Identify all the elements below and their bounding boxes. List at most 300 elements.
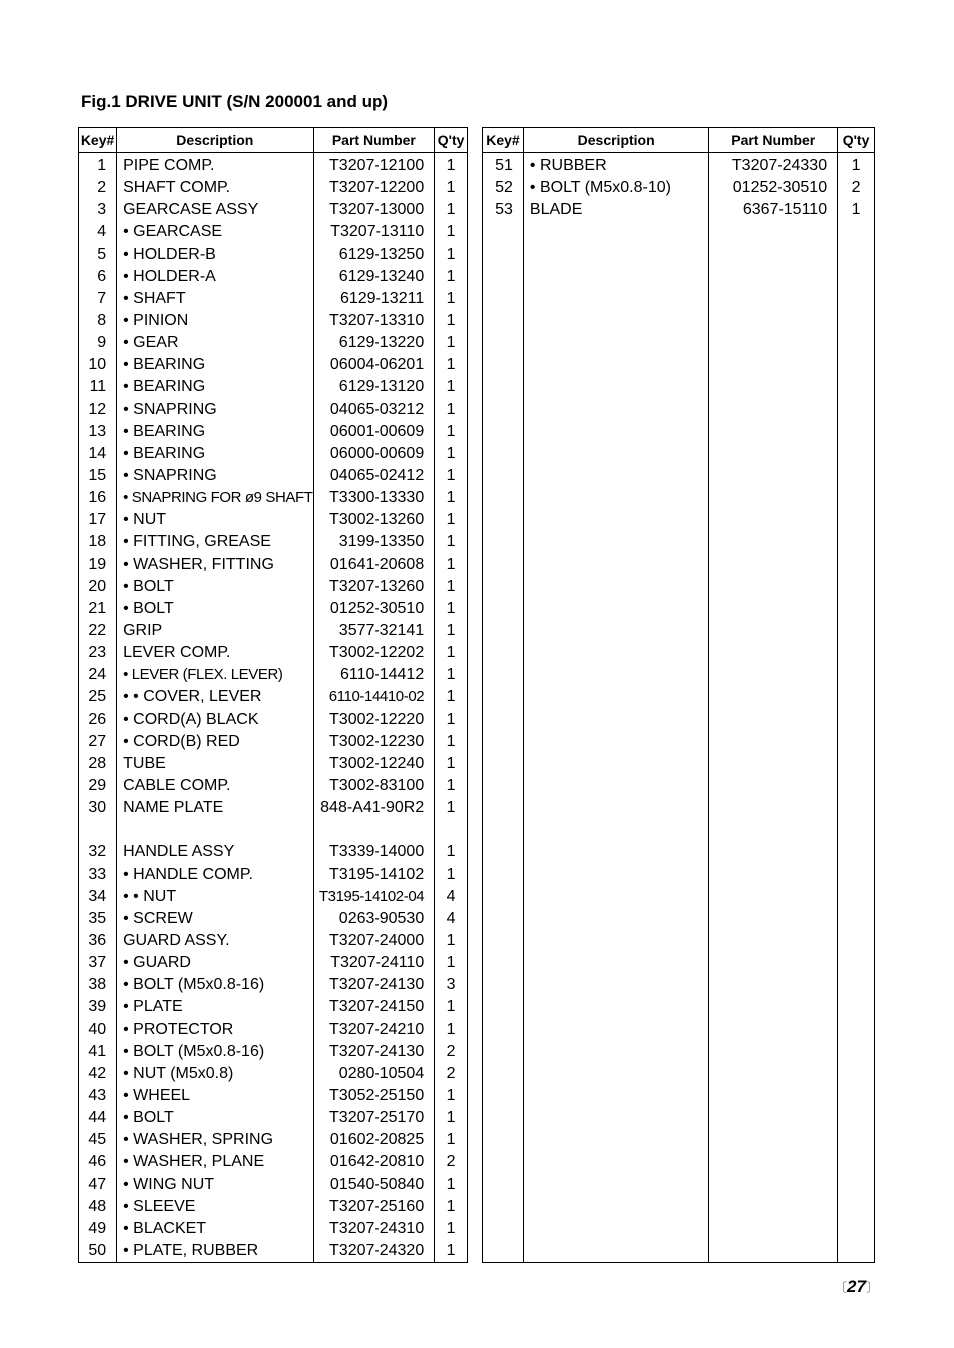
- part-qty: 1: [435, 1218, 468, 1240]
- part-description: [523, 974, 709, 996]
- table-row: [79, 421, 468, 443]
- part-number: 06001-00609: [313, 421, 435, 443]
- part-qty: 1: [435, 864, 468, 886]
- page-number-close-bracket: 〕: [865, 1280, 879, 1295]
- header-part-number: Part Number: [709, 128, 838, 153]
- part-number: [313, 819, 435, 841]
- part-number: 0280-10504: [313, 1063, 435, 1085]
- part-key: 19: [79, 554, 117, 576]
- part-key: [79, 819, 117, 841]
- table-row: [79, 244, 468, 266]
- part-number: 04065-02412: [313, 465, 435, 487]
- part-key: 11: [79, 376, 117, 398]
- part-key: [483, 686, 524, 708]
- table-row: [79, 930, 468, 952]
- part-description: [523, 864, 709, 886]
- part-qty: 1: [435, 465, 468, 487]
- part-key: [483, 1240, 524, 1263]
- part-number: [709, 1196, 838, 1218]
- table-row: [483, 1173, 875, 1195]
- part-description: TUBE: [117, 753, 313, 775]
- part-key: 25: [79, 686, 117, 708]
- part-key: [483, 443, 524, 465]
- part-qty: [838, 1129, 875, 1151]
- part-qty: [838, 709, 875, 731]
- part-number: [709, 1018, 838, 1040]
- part-description: [523, 886, 709, 908]
- part-qty: [838, 443, 875, 465]
- part-key: [483, 576, 524, 598]
- part-number: [709, 332, 838, 354]
- part-qty: [838, 1018, 875, 1040]
- part-number: 06004-06201: [313, 354, 435, 376]
- part-qty: [838, 554, 875, 576]
- part-description: [523, 1018, 709, 1040]
- part-qty: [435, 819, 468, 841]
- part-description: [523, 332, 709, 354]
- part-number: T3207-13310: [313, 310, 435, 332]
- table-row: [483, 1129, 875, 1151]
- part-key: 29: [79, 775, 117, 797]
- table-row: [79, 974, 468, 996]
- part-number: 01252-30510: [313, 598, 435, 620]
- part-description: [523, 952, 709, 974]
- table-header-row: [483, 128, 875, 153]
- header-qty: Q'ty: [435, 128, 468, 153]
- table-row: [483, 1107, 875, 1129]
- part-number: T3195-14102: [313, 864, 435, 886]
- part-description: NAME PLATE: [117, 797, 313, 819]
- header-key: Key#: [483, 128, 524, 153]
- part-key: 47: [79, 1173, 117, 1195]
- part-number: 01540-50840: [313, 1173, 435, 1195]
- part-qty: 1: [435, 841, 468, 863]
- part-description: [523, 288, 709, 310]
- part-description: PIPE COMP.: [117, 153, 313, 178]
- part-description: • HOLDER-B: [117, 244, 313, 266]
- part-number: 6129-13120: [313, 376, 435, 398]
- part-key: [483, 974, 524, 996]
- part-number: T3002-12240: [313, 753, 435, 775]
- part-number: [709, 775, 838, 797]
- part-number: T3207-25160: [313, 1196, 435, 1218]
- part-qty: [838, 1085, 875, 1107]
- part-key: [483, 664, 524, 686]
- part-qty: 1: [435, 1196, 468, 1218]
- part-key: 17: [79, 509, 117, 531]
- part-key: [483, 620, 524, 642]
- table-row: [79, 797, 468, 819]
- part-number: [709, 288, 838, 310]
- part-qty: 1: [435, 1085, 468, 1107]
- table-row: [483, 642, 875, 664]
- table-row: [79, 864, 468, 886]
- part-number: [709, 664, 838, 686]
- part-number: [709, 709, 838, 731]
- part-qty: 1: [435, 1018, 468, 1040]
- table-row: [483, 399, 875, 421]
- part-description: • BEARING: [117, 443, 313, 465]
- table-row: [483, 1218, 875, 1240]
- part-description: • WHEEL: [117, 1085, 313, 1107]
- table-row: [79, 266, 468, 288]
- table-row: [79, 288, 468, 310]
- part-description: • SHAFT: [117, 288, 313, 310]
- part-qty: 1: [435, 731, 468, 753]
- part-qty: [838, 1196, 875, 1218]
- part-key: 16: [79, 487, 117, 509]
- table-row: [79, 996, 468, 1018]
- part-description: • BOLT: [117, 576, 313, 598]
- table-row: [483, 554, 875, 576]
- part-description: SHAFT COMP.: [117, 177, 313, 199]
- table-row: [483, 153, 875, 178]
- part-number: [709, 509, 838, 531]
- table-row: [483, 841, 875, 863]
- table-row: [79, 709, 468, 731]
- part-key: 18: [79, 531, 117, 553]
- part-key: 12: [79, 399, 117, 421]
- part-description: • SNAPRING: [117, 399, 313, 421]
- part-number: 6129-13220: [313, 332, 435, 354]
- part-description: [523, 310, 709, 332]
- part-number: T3207-24330: [709, 153, 838, 178]
- part-qty: [838, 642, 875, 664]
- table-row: [483, 576, 875, 598]
- table-row: [79, 620, 468, 642]
- part-qty: [838, 996, 875, 1018]
- part-description: • SLEEVE: [117, 1196, 313, 1218]
- part-description: • SNAPRING: [117, 465, 313, 487]
- parts-table-right: [482, 127, 875, 1263]
- part-qty: 1: [435, 642, 468, 664]
- table-row: [483, 664, 875, 686]
- part-number: 0263-90530: [313, 908, 435, 930]
- part-qty: [838, 797, 875, 819]
- part-description: [523, 554, 709, 576]
- table-row: [79, 775, 468, 797]
- part-number: [709, 753, 838, 775]
- part-key: [483, 1129, 524, 1151]
- part-description: GEARCASE ASSY: [117, 199, 313, 221]
- part-description: [523, 421, 709, 443]
- table-row: [483, 1063, 875, 1085]
- part-key: 15: [79, 465, 117, 487]
- part-qty: 4: [435, 908, 468, 930]
- part-qty: 1: [435, 443, 468, 465]
- part-key: [483, 864, 524, 886]
- part-qty: [838, 1240, 875, 1263]
- part-number: T3207-13110: [313, 221, 435, 243]
- part-qty: [838, 598, 875, 620]
- part-description: GRIP: [117, 620, 313, 642]
- table-row: [79, 177, 468, 199]
- part-description: • BOLT: [117, 598, 313, 620]
- part-description: [523, 930, 709, 952]
- part-description: • BOLT: [117, 1107, 313, 1129]
- part-key: 38: [79, 974, 117, 996]
- part-number: [709, 731, 838, 753]
- part-key: 5: [79, 244, 117, 266]
- part-qty: [838, 1041, 875, 1063]
- part-description: • HANDLE COMP.: [117, 864, 313, 886]
- part-key: [483, 221, 524, 243]
- part-qty: 1: [435, 221, 468, 243]
- part-description: • RUBBER: [523, 153, 709, 178]
- part-description: • • COVER, LEVER: [117, 686, 313, 708]
- part-key: [483, 399, 524, 421]
- table-row: [79, 908, 468, 930]
- table-row: [483, 332, 875, 354]
- table-row: [483, 376, 875, 398]
- part-key: 7: [79, 288, 117, 310]
- table-row: [483, 288, 875, 310]
- table-row: [79, 465, 468, 487]
- part-number: [709, 465, 838, 487]
- part-key: 44: [79, 1107, 117, 1129]
- part-description: • BLACKET: [117, 1218, 313, 1240]
- part-qty: [838, 244, 875, 266]
- part-qty: [838, 487, 875, 509]
- part-description: • BEARING: [117, 421, 313, 443]
- part-qty: [838, 288, 875, 310]
- part-key: 33: [79, 864, 117, 886]
- part-number: T3339-14000: [313, 841, 435, 863]
- part-qty: 1: [435, 996, 468, 1018]
- part-key: [483, 841, 524, 863]
- part-description: • BOLT (M5x0.8-16): [117, 1041, 313, 1063]
- part-qty: 1: [435, 531, 468, 553]
- part-number: T3002-12220: [313, 709, 435, 731]
- table-row: [79, 886, 468, 908]
- part-qty: [838, 664, 875, 686]
- part-description: [523, 819, 709, 841]
- part-number: 01252-30510: [709, 177, 838, 199]
- part-qty: 1: [435, 421, 468, 443]
- part-key: 21: [79, 598, 117, 620]
- part-qty: [838, 753, 875, 775]
- part-key: [483, 1196, 524, 1218]
- part-qty: [838, 1218, 875, 1240]
- part-key: 49: [79, 1218, 117, 1240]
- part-key: [483, 465, 524, 487]
- part-key: 24: [79, 664, 117, 686]
- header-qty: Q'ty: [838, 128, 875, 153]
- part-number: 6129-13250: [313, 244, 435, 266]
- part-number: 6110-14412: [313, 664, 435, 686]
- part-qty: [838, 266, 875, 288]
- part-key: 23: [79, 642, 117, 664]
- part-key: 41: [79, 1041, 117, 1063]
- part-description: CABLE COMP.: [117, 775, 313, 797]
- part-key: [483, 709, 524, 731]
- table-row: [79, 399, 468, 421]
- part-number: [709, 531, 838, 553]
- part-description: [523, 221, 709, 243]
- part-key: 6: [79, 266, 117, 288]
- part-description: [523, 531, 709, 553]
- part-qty: [838, 952, 875, 974]
- part-number: T3300-13330: [313, 487, 435, 509]
- part-description: • SCREW: [117, 908, 313, 930]
- part-description: • BEARING: [117, 376, 313, 398]
- part-qty: [838, 332, 875, 354]
- part-description: [523, 576, 709, 598]
- part-description: [523, 1063, 709, 1085]
- part-qty: [838, 399, 875, 421]
- table-row: [79, 1218, 468, 1240]
- table-row: [483, 465, 875, 487]
- part-qty: 1: [435, 664, 468, 686]
- part-number: [709, 221, 838, 243]
- part-key: [483, 819, 524, 841]
- table-row: [79, 1240, 468, 1263]
- table-row: [483, 1151, 875, 1173]
- part-qty: 1: [435, 797, 468, 819]
- table-row: [483, 1196, 875, 1218]
- table-row: [79, 664, 468, 686]
- part-qty: 1: [435, 354, 468, 376]
- part-key: 35: [79, 908, 117, 930]
- part-qty: 1: [435, 266, 468, 288]
- part-key: [483, 731, 524, 753]
- table-row: [483, 930, 875, 952]
- part-qty: [838, 509, 875, 531]
- part-qty: [838, 376, 875, 398]
- part-description: GUARD ASSY.: [117, 930, 313, 952]
- part-key: 36: [79, 930, 117, 952]
- table-row: [79, 1018, 468, 1040]
- table-row: [483, 908, 875, 930]
- header-description: Description: [117, 128, 313, 153]
- part-description: [523, 1129, 709, 1151]
- table-row: [483, 996, 875, 1018]
- table-row: [79, 443, 468, 465]
- table-row: [79, 487, 468, 509]
- part-description: • HOLDER-A: [117, 266, 313, 288]
- header-part-number: Part Number: [313, 128, 435, 153]
- part-description: HANDLE ASSY: [117, 841, 313, 863]
- page-number-value: 27: [847, 1277, 866, 1296]
- table-row: [79, 841, 468, 863]
- part-number: [709, 1085, 838, 1107]
- table-row: [79, 221, 468, 243]
- part-key: 13: [79, 421, 117, 443]
- part-qty: [838, 1173, 875, 1195]
- part-number: [709, 819, 838, 841]
- table-row: [483, 531, 875, 553]
- table-row: [483, 598, 875, 620]
- part-key: [483, 376, 524, 398]
- part-number: [709, 1173, 838, 1195]
- table-row: [79, 576, 468, 598]
- part-description: [117, 819, 313, 841]
- part-key: 14: [79, 443, 117, 465]
- part-qty: [838, 576, 875, 598]
- part-qty: 1: [435, 620, 468, 642]
- part-description: LEVER COMP.: [117, 642, 313, 664]
- part-key: [483, 288, 524, 310]
- part-number: [709, 1107, 838, 1129]
- table-row: [79, 1107, 468, 1129]
- part-number: [709, 686, 838, 708]
- part-description: [523, 1173, 709, 1195]
- part-key: 30: [79, 797, 117, 819]
- part-description: [523, 1196, 709, 1218]
- part-number: 848-A41-90R2: [313, 797, 435, 819]
- table-row: [79, 531, 468, 553]
- table-row: [79, 753, 468, 775]
- part-number: 6367-15110: [709, 199, 838, 221]
- part-key: [483, 266, 524, 288]
- table-row: [79, 598, 468, 620]
- part-key: 10: [79, 354, 117, 376]
- part-number: T3207-13260: [313, 576, 435, 598]
- part-description: • NUT: [117, 509, 313, 531]
- table-row: [483, 753, 875, 775]
- parts-list-right: [483, 153, 875, 1263]
- part-description: [523, 487, 709, 509]
- table-row: [483, 221, 875, 243]
- table-row: [79, 1041, 468, 1063]
- part-key: 8: [79, 310, 117, 332]
- part-number: 01642-20810: [313, 1151, 435, 1173]
- table-row: [483, 266, 875, 288]
- part-number: T3195-14102-04: [313, 886, 435, 908]
- part-qty: [838, 864, 875, 886]
- part-number: [709, 930, 838, 952]
- table-row: [79, 310, 468, 332]
- table-row: [79, 354, 468, 376]
- table-row: [483, 509, 875, 531]
- part-number: [709, 620, 838, 642]
- table-row: [483, 709, 875, 731]
- part-key: 26: [79, 709, 117, 731]
- table-row: [483, 421, 875, 443]
- part-qty: 1: [435, 399, 468, 421]
- header-description: Description: [523, 128, 709, 153]
- part-number: T3002-83100: [313, 775, 435, 797]
- part-description: [523, 1240, 709, 1263]
- part-qty: 2: [435, 1041, 468, 1063]
- table-row: [79, 642, 468, 664]
- part-key: 1: [79, 153, 117, 178]
- table-row: [483, 177, 875, 199]
- part-key: [483, 531, 524, 553]
- part-number: [709, 376, 838, 398]
- part-key: [483, 1173, 524, 1195]
- part-key: 4: [79, 221, 117, 243]
- part-description: • WASHER, SPRING: [117, 1129, 313, 1151]
- table-row: [483, 886, 875, 908]
- part-description: [523, 266, 709, 288]
- part-qty: 2: [435, 1151, 468, 1173]
- part-description: • BOLT (M5x0.8-10): [523, 177, 709, 199]
- part-description: [523, 354, 709, 376]
- part-qty: [838, 908, 875, 930]
- part-key: [483, 797, 524, 819]
- part-number: [709, 576, 838, 598]
- part-number: [709, 598, 838, 620]
- part-description: • PINION: [117, 310, 313, 332]
- part-key: [483, 509, 524, 531]
- part-qty: 1: [435, 686, 468, 708]
- part-number: T3207-24000: [313, 930, 435, 952]
- part-description: [523, 620, 709, 642]
- part-description: [523, 908, 709, 930]
- part-description: [523, 775, 709, 797]
- part-qty: 1: [838, 199, 875, 221]
